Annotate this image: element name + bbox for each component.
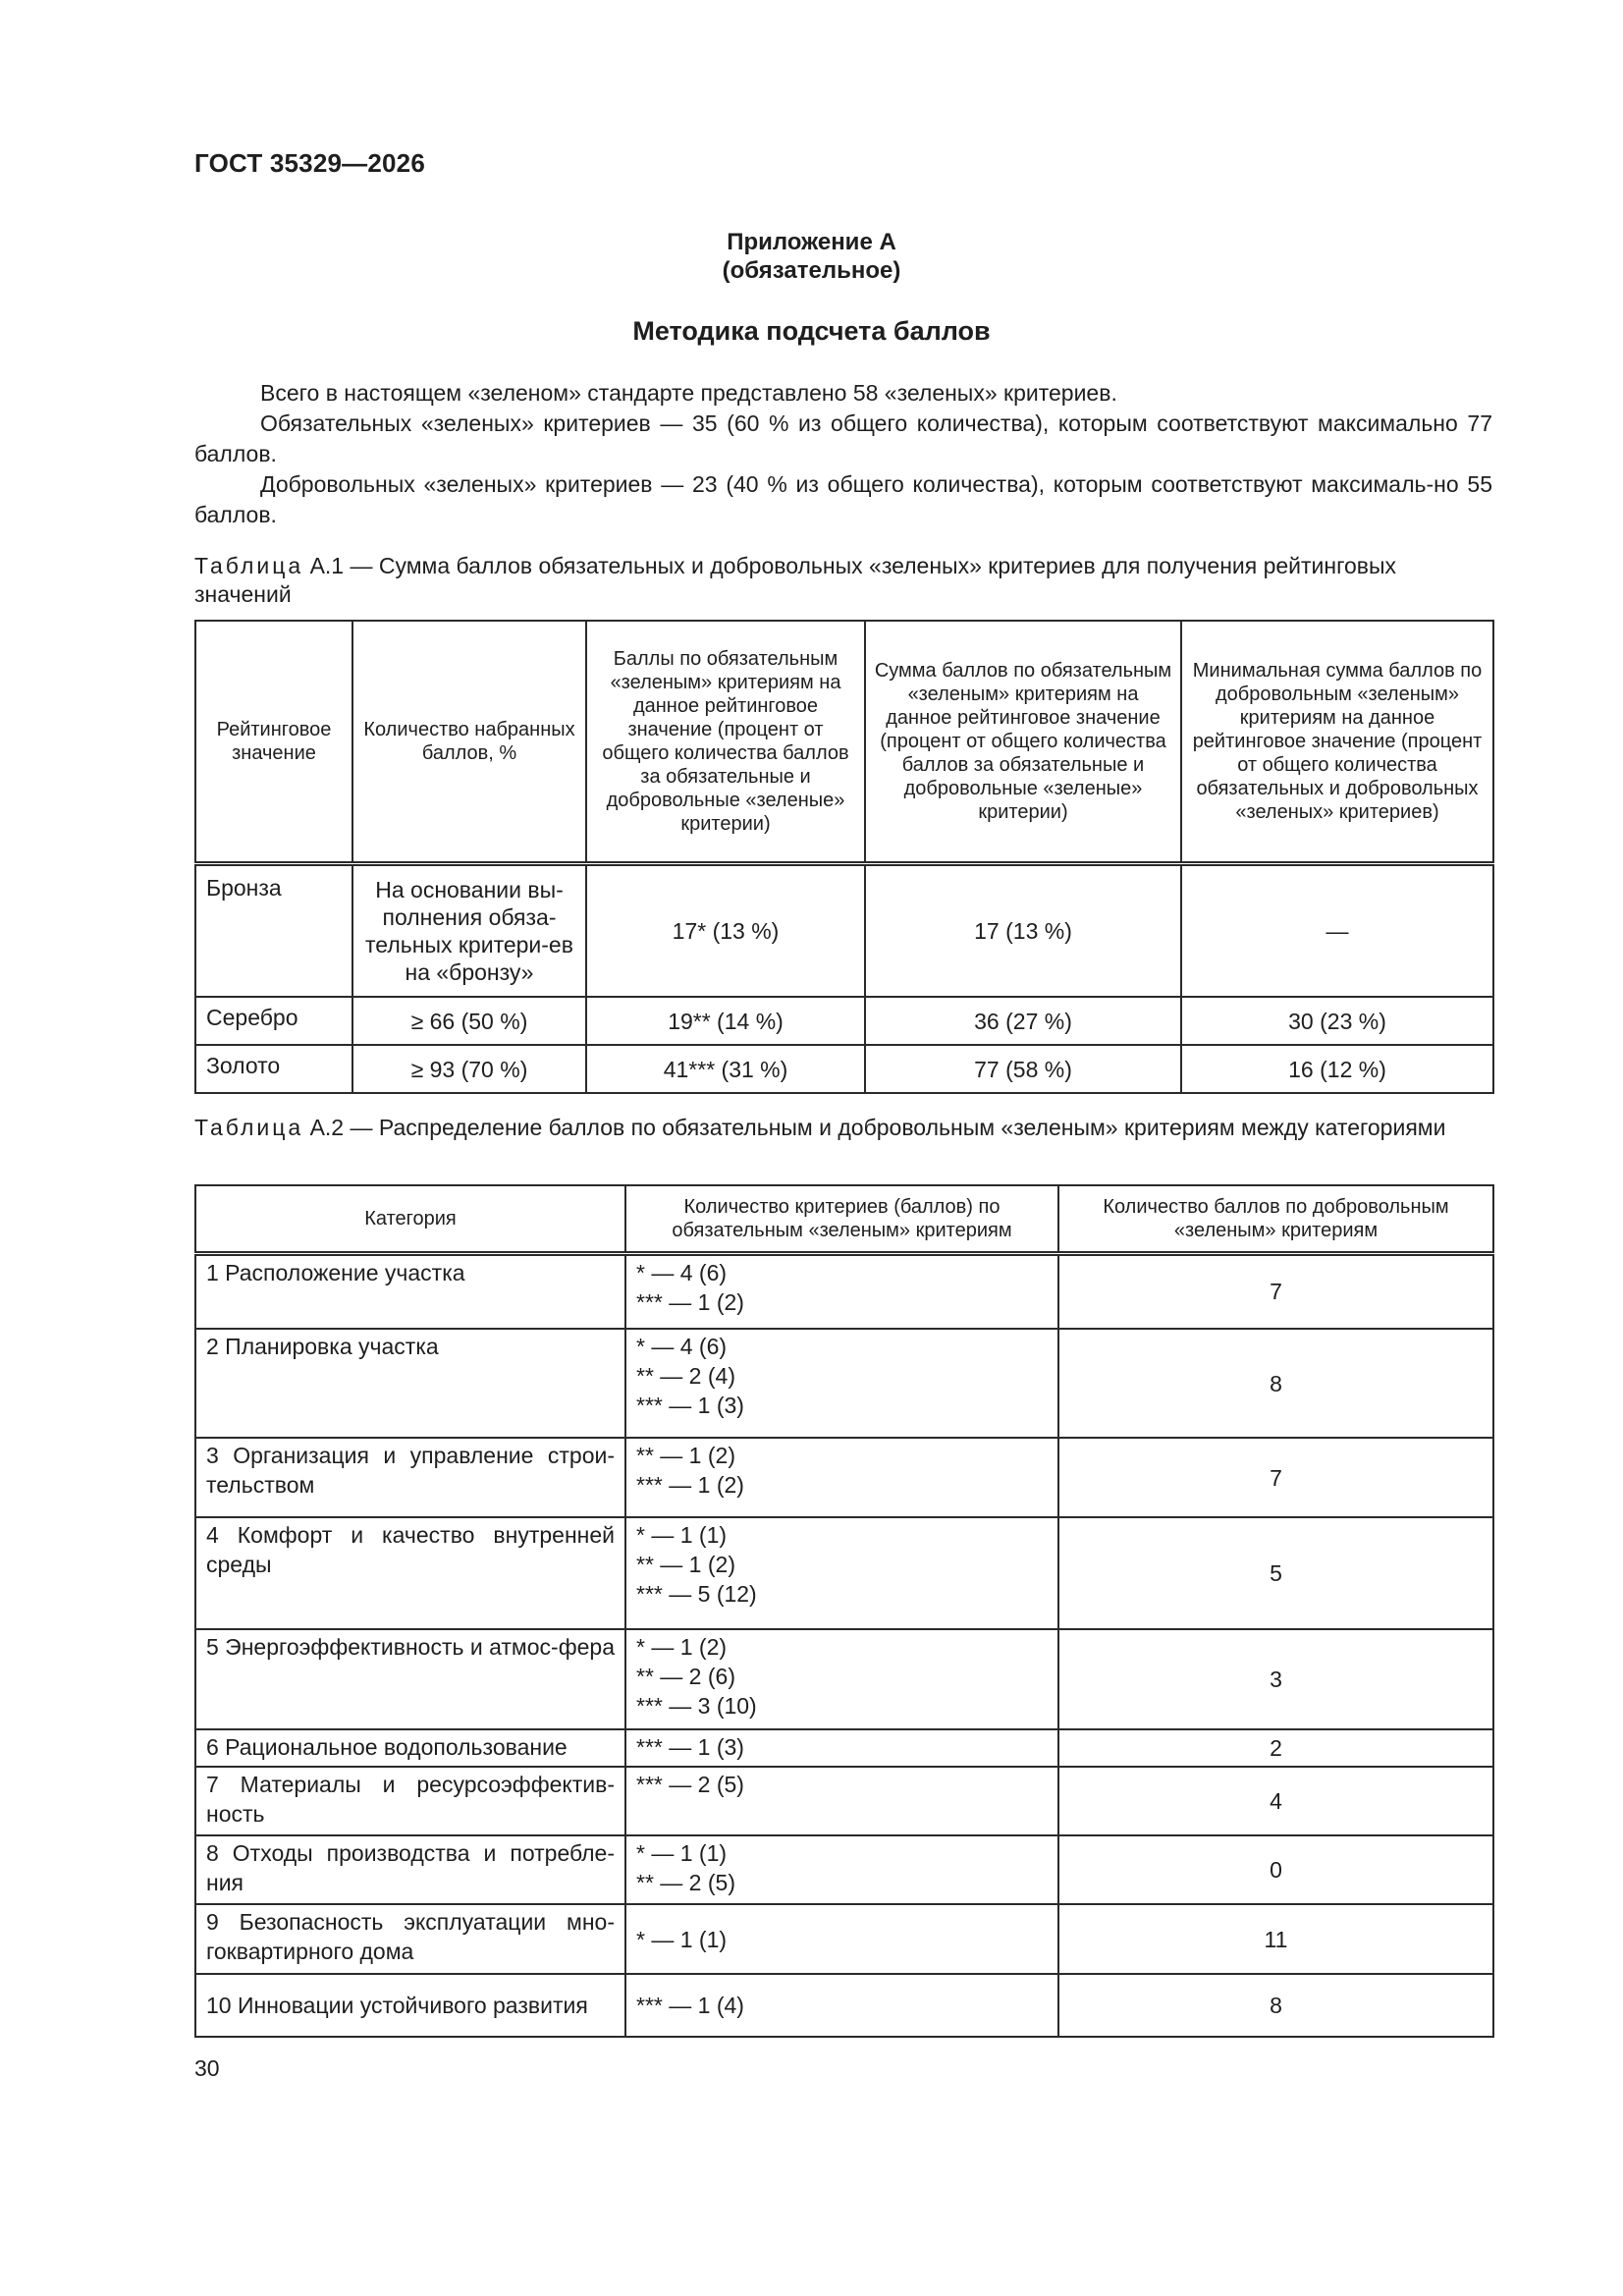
mandatory-count-line: ** — 1 (2) <box>636 1443 735 1468</box>
paragraph-voluntary: Добровольных «зеленых» критериев — 23 (40 % из общего количества), которым соответствуют максималь-но 55 баллов. <box>194 471 1492 527</box>
table2-cell-category: 4 Комфорт и качество внутренней среды <box>195 1517 625 1629</box>
table1-caption-text: А.1 — Сумма баллов обязательных и добровольных «зеленых» критериев для получения рейтинговых значений <box>194 553 1397 607</box>
table-row <box>195 1438 1493 1517</box>
table1-caption <box>194 552 1492 609</box>
table1-cell-points-pct: ≥ 93 (70 %) <box>352 1045 586 1093</box>
annex-title: Приложение А <box>727 229 896 255</box>
table-row <box>195 1835 1493 1904</box>
paragraph-mandatory: Обязательных «зеленых» критериев — 35 (60 % из общего количества), которым соответствуют максимально 77 баллов. <box>194 410 1492 466</box>
table2-header-category: Категория <box>195 1185 625 1253</box>
table-row <box>195 1517 1493 1629</box>
table1-cell-mandatory-points: 17* (13 %) <box>586 863 865 997</box>
table-row <box>195 1974 1493 2037</box>
table2-cell-mandatory <box>625 1253 1058 1329</box>
table2-cell-mandatory <box>625 1835 1058 1904</box>
table2-cell-voluntary: 0 <box>1058 1835 1493 1904</box>
mandatory-count-line: ** — 2 (6) <box>636 1664 735 1689</box>
page-number: 30 <box>194 2055 220 2081</box>
table2-cell-mandatory <box>625 1767 1058 1835</box>
table-row <box>195 1329 1493 1438</box>
rating-points-table <box>194 620 1494 1094</box>
table1-cell-mandatory-points: 19** (14 %) <box>586 997 865 1045</box>
paragraph-total: Всего в настоящем «зеленом» стандарте представлено 58 «зеленых» критериев. <box>260 380 1117 406</box>
mandatory-count-line: ** — 2 (5) <box>636 1870 735 1895</box>
mandatory-count-line: * — 1 (2) <box>636 1634 728 1660</box>
table1-header-mandatory-sum: Сумма баллов по обязательным «зеленым» критериям на данное рейтинговое значение (процент от общего количества баллов за обязательные и добровольные «зеленые» критерии) <box>865 621 1181 863</box>
mandatory-count-line: * — 1 (1) <box>636 1522 728 1548</box>
table-row <box>195 1767 1493 1835</box>
table2-cell-voluntary: 8 <box>1058 1974 1493 2037</box>
table1-header-rating: Рейтинговое значение <box>195 621 352 863</box>
table1-cell-mandatory-sum: 36 (27 %) <box>865 997 1181 1045</box>
table-row <box>195 1904 1493 1974</box>
table-row <box>195 1629 1493 1729</box>
table2-cell-category: 6 Рациональное водопользование <box>195 1729 625 1767</box>
table2-cell-category: 7 Материалы и ресурсоэффектив-ность <box>195 1767 625 1835</box>
table2-header-voluntary: Количество баллов по добровольным «зеленым» критериям <box>1058 1185 1493 1253</box>
mandatory-count-line: * — 4 (6) <box>636 1334 728 1359</box>
annex-type: (обязательное) <box>722 257 901 284</box>
table-row <box>195 1729 1493 1767</box>
table2-cell-category: 2 Планировка участка <box>195 1329 625 1438</box>
table2-caption-text: А.2 — Распределение баллов по обязательным и добровольным «зеленым» критериям между категориями <box>303 1115 1446 1140</box>
mandatory-count-line: *** — 2 (5) <box>636 1772 744 1797</box>
table1-cell-rating: Бронза <box>195 863 352 997</box>
table2-cell-voluntary: 4 <box>1058 1767 1493 1835</box>
table1-header-voluntary-min: Минимальная сумма баллов по добровольным «зеленым» критериям на данное рейтинговое значение (процент от общего количества обязательных и добровольных «зеленых» критериев) <box>1181 621 1493 863</box>
table-row <box>195 1045 1493 1093</box>
table1-caption-prefix: Таблица <box>194 553 304 578</box>
table1-cell-voluntary-min: 30 (23 %) <box>1181 997 1493 1045</box>
table1-header-points-pct: Количество набранных баллов, % <box>352 621 586 863</box>
table1-cell-voluntary-min: 16 (12 %) <box>1181 1045 1493 1093</box>
mandatory-count-line: ** — 2 (4) <box>636 1363 735 1389</box>
mandatory-count-line: *** — 1 (3) <box>636 1734 744 1760</box>
table-row <box>195 997 1493 1045</box>
table2-cell-mandatory <box>625 1974 1058 2037</box>
table2-caption <box>194 1114 1492 1142</box>
mandatory-count-line: * — 1 (1) <box>636 1926 728 1952</box>
table2-caption-prefix: Таблица <box>194 1115 304 1140</box>
table2-cell-mandatory <box>625 1729 1058 1767</box>
table2-cell-category: 1 Расположение участка <box>195 1253 625 1329</box>
mandatory-count-line: *** — 1 (4) <box>636 1993 744 2018</box>
mandatory-count-line: *** — 3 (10) <box>636 1693 757 1719</box>
section-title: Методика подсчета баллов <box>632 316 991 346</box>
table2-cell-mandatory <box>625 1329 1058 1438</box>
table2-cell-voluntary: 8 <box>1058 1329 1493 1438</box>
table2-cell-category: 10 Инновации устойчивого развития <box>195 1974 625 2037</box>
mandatory-count-line: *** — 1 (3) <box>636 1393 744 1418</box>
mandatory-count-line: *** — 1 (2) <box>636 1472 744 1498</box>
table2-cell-category: 5 Энергоэффективность и атмос-фера <box>195 1629 625 1729</box>
table1-cell-points-pct: На основании вы-полнения обяза-тельных критери-ев на «бронзу» <box>352 863 586 997</box>
document-header: ГОСТ 35329—2026 <box>194 148 425 178</box>
table1-cell-voluntary-min: — <box>1181 863 1493 997</box>
table1-cell-rating: Серебро <box>195 997 352 1045</box>
category-points-table <box>194 1184 1494 2038</box>
table2-cell-mandatory <box>625 1629 1058 1729</box>
mandatory-count-line: ** — 1 (2) <box>636 1552 735 1577</box>
mandatory-count-line: * — 4 (6) <box>636 1259 728 1285</box>
mandatory-count-line: *** — 5 (12) <box>636 1581 757 1607</box>
table1-cell-points-pct: ≥ 66 (50 %) <box>352 997 586 1045</box>
table2-cell-voluntary: 7 <box>1058 1253 1493 1329</box>
table-row <box>195 1253 1493 1329</box>
table1-cell-mandatory-points: 41*** (31 %) <box>586 1045 865 1093</box>
table2-cell-mandatory <box>625 1517 1058 1629</box>
table2-cell-category: 8 Отходы производства и потребле-ния <box>195 1835 625 1904</box>
table1-cell-rating: Золото <box>195 1045 352 1093</box>
table2-cell-voluntary: 7 <box>1058 1438 1493 1517</box>
mandatory-count-line: * — 1 (1) <box>636 1840 728 1866</box>
table2-cell-mandatory <box>625 1438 1058 1517</box>
table2-header-mandatory: Количество критериев (баллов) по обязательным «зеленым» критериям <box>625 1185 1058 1253</box>
table1-header-mandatory-points: Баллы по обязательным «зеленым» критериям на данное рейтинговое значение (процент от общего количества баллов за обязательные и добровольные «зеленые» критерии) <box>586 621 865 863</box>
table2-cell-voluntary: 5 <box>1058 1517 1493 1629</box>
table2-cell-category: 3 Организация и управление строи-тельством <box>195 1438 625 1517</box>
table1-cell-mandatory-sum: 77 (58 %) <box>865 1045 1181 1093</box>
table2-cell-voluntary: 3 <box>1058 1629 1493 1729</box>
table2-cell-category: 9 Безопасность эксплуатации мно-гоквартирного дома <box>195 1904 625 1974</box>
table2-cell-voluntary: 2 <box>1058 1729 1493 1767</box>
table1-cell-mandatory-sum: 17 (13 %) <box>865 863 1181 997</box>
table2-cell-mandatory <box>625 1904 1058 1974</box>
table2-cell-voluntary: 11 <box>1058 1904 1493 1974</box>
mandatory-count-line: *** — 1 (2) <box>636 1288 744 1315</box>
table-row <box>195 863 1493 997</box>
